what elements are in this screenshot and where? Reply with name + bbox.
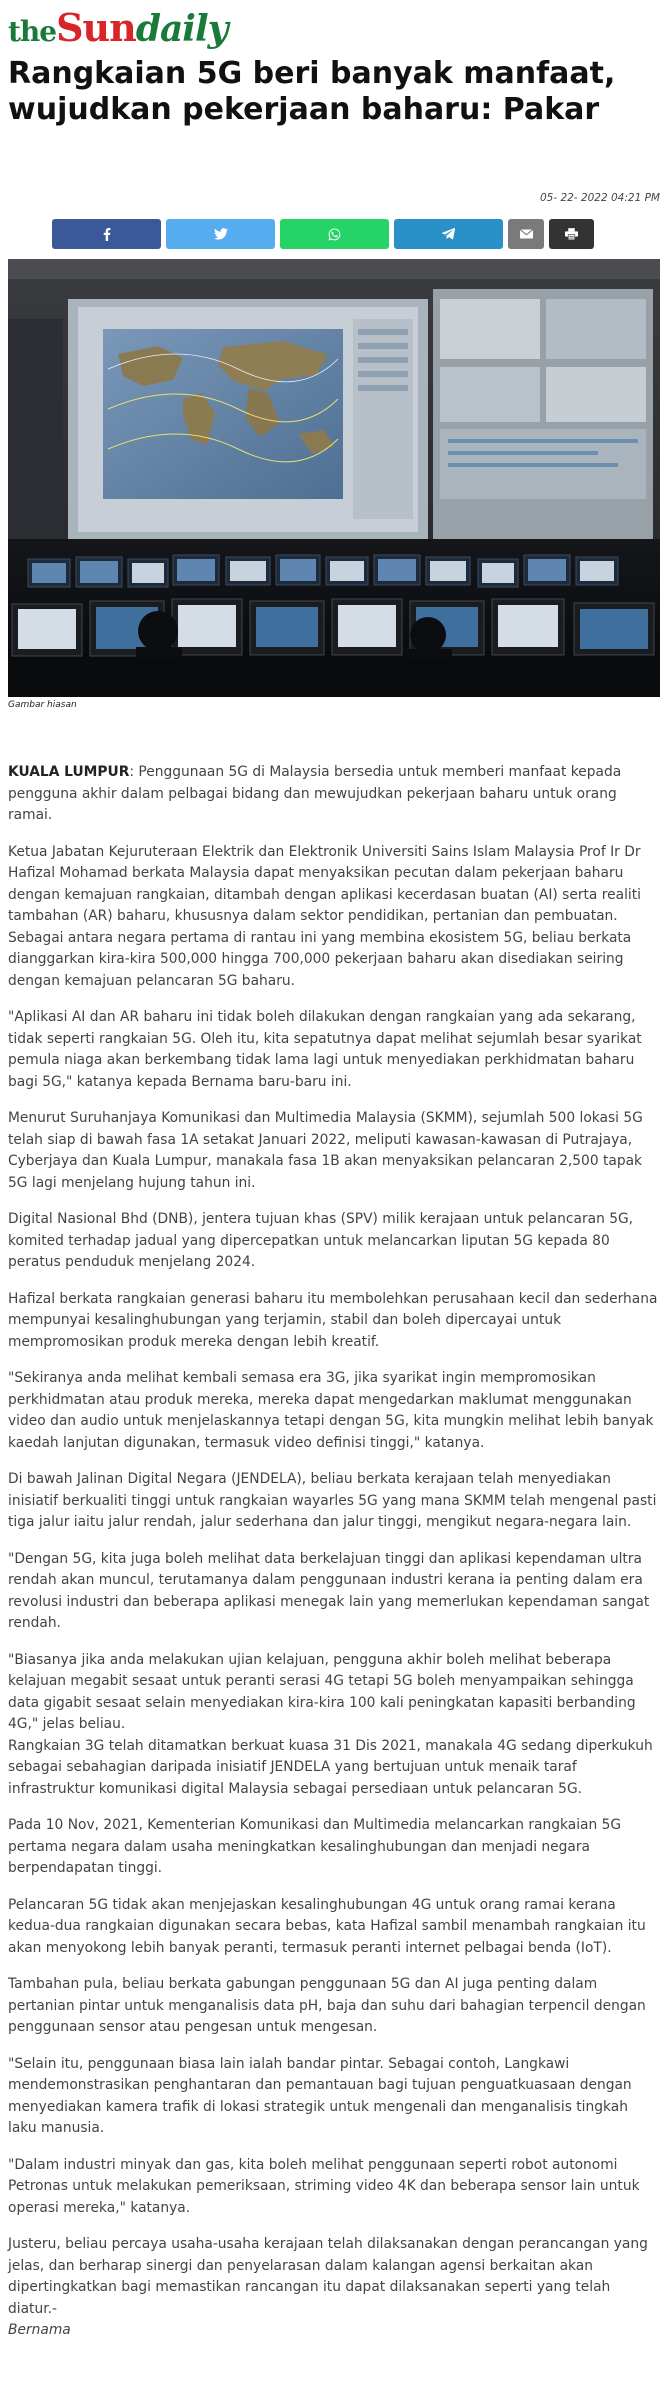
paragraph-13: Pada 10 Nov, 2021, Kementerian Komunikasi dan Multimedia melancarkan rangkaian 5G pertama negara dalam usaha meningkatkan kesalinghubungan dan menjadi negara berpendapatan tinggi. [8, 1817, 622, 1876]
paragraph-1-text: : Penggunaan 5G di Malaysia bersedia untuk memberi manfaat kepada pengguna akhir dalam pelbagai bidang dan mewujudkan pekerjaan baharu untuk orang ramai. [8, 764, 622, 823]
share-facebook-button[interactable] [52, 219, 161, 249]
email-icon [520, 229, 533, 239]
paragraph-18 [8, 2234, 660, 2342]
share-email-button[interactable] [508, 219, 544, 249]
paragraph-3: Sebagai antara negara pertama di rantau ini yang membina ekosistem 5G, beliau berkata dianggarkan kira-kira 500,000 hingga 700,000 pekerjaan baharu akan disediakan seiring dengan kemajuan pelancaran 5G baharu. [8, 929, 632, 989]
paragraph-15: Tambahan pula, beliau berkata gabungan penggunaan 5G dan AI juga penting dalam pertanian pintar untuk menganalisis data pH, baja dan suhu dari bahagian terpencil dengan penggunaan sensor atau pengesan untuk mengesan. [8, 1976, 646, 2035]
paragraph-9: Di bawah Jalinan Digital Negara (JENDELA), beliau berkata kerajaan telah menyediakan inisiatif berkualiti tinggi untuk rangkaian wayarles 5G yang mana SKMM telah mengenal pasti tiga jalur iaitu jalur rendah, jalur sederhana dan jalur tinggi, mengikut negara-negara lain. [8, 1471, 657, 1530]
article-date: 05- 22- 2022 04:21 PM [539, 192, 660, 204]
image-caption: Gambar hiasan [8, 700, 77, 710]
paragraph-6: Digital Nasional Bhd (DNB), jentera tujuan khas (SPV) milik kerajaan untuk pelancaran 5G, komited terhadap jadual yang dipercepatkan untuk melancarkan liputan 5G kepada 80 peratus penduduk menjelang 2024. [8, 1211, 634, 1270]
whatsapp-icon [328, 228, 341, 241]
telegram-icon [442, 228, 455, 240]
mission-control-room-image [8, 259, 660, 697]
article-title: Rangkaian 5G beri banyak manfaat, wujudkan pekerjaan baharu: Pakar [8, 56, 616, 127]
paragraph-4: "Aplikasi AI dan AR baharu ini tidak boleh dilakukan dengan rangkaian yang ada sekarang, tidak seperti rangkaian 5G. Oleh itu, kita sepatutnya dapat melihat sejumlah besar syarikat pemula niaga akan berkembang tidak lama lagi untuk menyediakan perkhidmatan baharu bagi 5G," katanya kepada Bernama baru-baru ini. [8, 1009, 642, 1090]
logo-daily: daily [135, 8, 228, 50]
logo-sun: Sun [56, 5, 136, 50]
dateline: KUALA LUMPUR [8, 764, 130, 780]
share-telegram-button[interactable] [394, 219, 503, 249]
share-bar [0, 219, 668, 249]
paragraph-8: "Sekiranya anda melihat kembali semasa era 3G, jika syarikat ingin mempromosikan perkhidmatan atau produk mereka, mereka dapat mengedarkan maklumat menggunakan video dan audio untuk menjelaskannya tetapi dengan 5G, kita mungkin melihat lebih banyak kaedah lanjutan digunakan, termasuk video definisi tinggi," katanya. [8, 1370, 654, 1451]
paragraph-18-text: Justeru, beliau percaya usaha-usaha kerajaan telah dilaksanakan dengan perancangan yang jelas, dan berharap sinergi dan penyelarasan dalam kalangan agensi berkaitan akan dipertingkatkan bagi memastikan rancangan itu dapat dilaksanakan seperti yang telah diatur.- [8, 2236, 648, 2317]
share-whatsapp-button[interactable] [280, 219, 389, 249]
logo-the: the [8, 15, 57, 48]
facebook-icon [103, 228, 111, 241]
share-twitter-button[interactable] [166, 219, 275, 249]
paragraph-10: "Dengan 5G, kita juga boleh melihat data berkelajuan tinggi dan aplikasi kependaman ultra rendah akan muncul, terutamanya dalam penggunaan industri kerana ia penting dalam era revolusi industri dan beberapa aplikasi menegak lain yang memerlukan kependaman sangat rendah. [8, 1550, 650, 1631]
paragraph-5: Menurut Suruhanjaya Komunikasi dan Multimedia Malaysia (SKMM), sejumlah 500 lokasi 5G telah siap di bawah fasa 1A setakat Januari 2022, meliputi kawasan-kawasan di Putrajaya, Cyberjaya dan Kuala Lumpur, manakala fasa 1B akan menyaksikan pelancaran 2,500 tapak 5G lagi menjelang hujung tahun ini. [8, 1110, 643, 1191]
paragraph-12: Rangkaian 3G telah ditamatkan berkuat kuasa 31 Dis 2021, manakala 4G sedang diperkukuh sebagai sebahagian daripada inisiatif JENDELA yang bertujuan untuk menaik taraf infrastruktur komunikasi digital Malaysia sebagai persediaan untuk pelancaran 5G. [8, 1737, 653, 1797]
paragraph-11: "Biasanya jika anda melakukan ujian kelajuan, pengguna akhir boleh melihat beberapa kelajuan megabit sesaat untuk peranti serasi 4G tetapi 5G boleh menyampaikan sehingga data gigabit sesaat selain menyediakan kira-kira 100 kali peningkatan kapasiti berbanding 4G," jelas beliau. [8, 1651, 636, 1732]
article-body [0, 762, 668, 2342]
article-image [8, 259, 660, 697]
news-credit: Bernama [8, 2322, 71, 2338]
paragraph-14: Pelancaran 5G tidak akan menjejaskan kesalinghubungan 4G untuk orang ramai kerana kedua-dua rangkaian digunakan secara bebas, kata Hafizal sambil menambah rangkaian itu akan menyokong lebih banyak peranti, termasuk peranti internet pelbagai benda (IoT). [8, 1896, 646, 1956]
paragraph-16: "Selain itu, penggunaan biasa lain ialah bandar pintar. Sebagai contoh, Langkawi mendemonstrasikan penghantaran dan pemantauan bagi tujuan penguatkuasaan dengan menyediakan kamera trafik di lokasi strategik untuk mengenali dan menganalisis tingkah laku manusia. [8, 2055, 632, 2136]
paragraph-17: "Dalam industri minyak dan gas, kita boleh melihat penggunaan seperti robot autonomi Petronas untuk melakukan pemeriksaan, striming video 4K dan beberapa sensor lain untuk operasi mereka," katanya. [8, 2156, 640, 2216]
twitter-icon [214, 228, 228, 240]
paragraph-1 [8, 762, 660, 827]
site-header [0, 0, 668, 56]
print-button[interactable] [549, 219, 594, 249]
print-icon [565, 228, 578, 240]
site-logo[interactable] [8, 5, 228, 50]
paragraph-7: Hafizal berkata rangkaian generasi baharu itu membolehkan perusahaan kecil dan sederhana mempunyai kesalinghubungan yang terjamin, stabil dan boleh dipercayai untuk mempromosikan produk mereka dengan lebih kreatif. [8, 1290, 658, 1350]
paragraph-2: Ketua Jabatan Kejuruteraan Elektrik dan Elektronik Universiti Sains Islam Malaysia Prof Ir Dr Hafizal Mohamad berkata Malaysia dapat menyaksikan pecutan dalam pekerjaan baharu dengan kemajuan rangkaian, ditambah dengan aplikasi kecerdasan buatan (AI) serta realiti tambahan (AR) baharu, khususnya dalam sektor pendidikan, pertanian dan pembuatan. [8, 843, 641, 924]
